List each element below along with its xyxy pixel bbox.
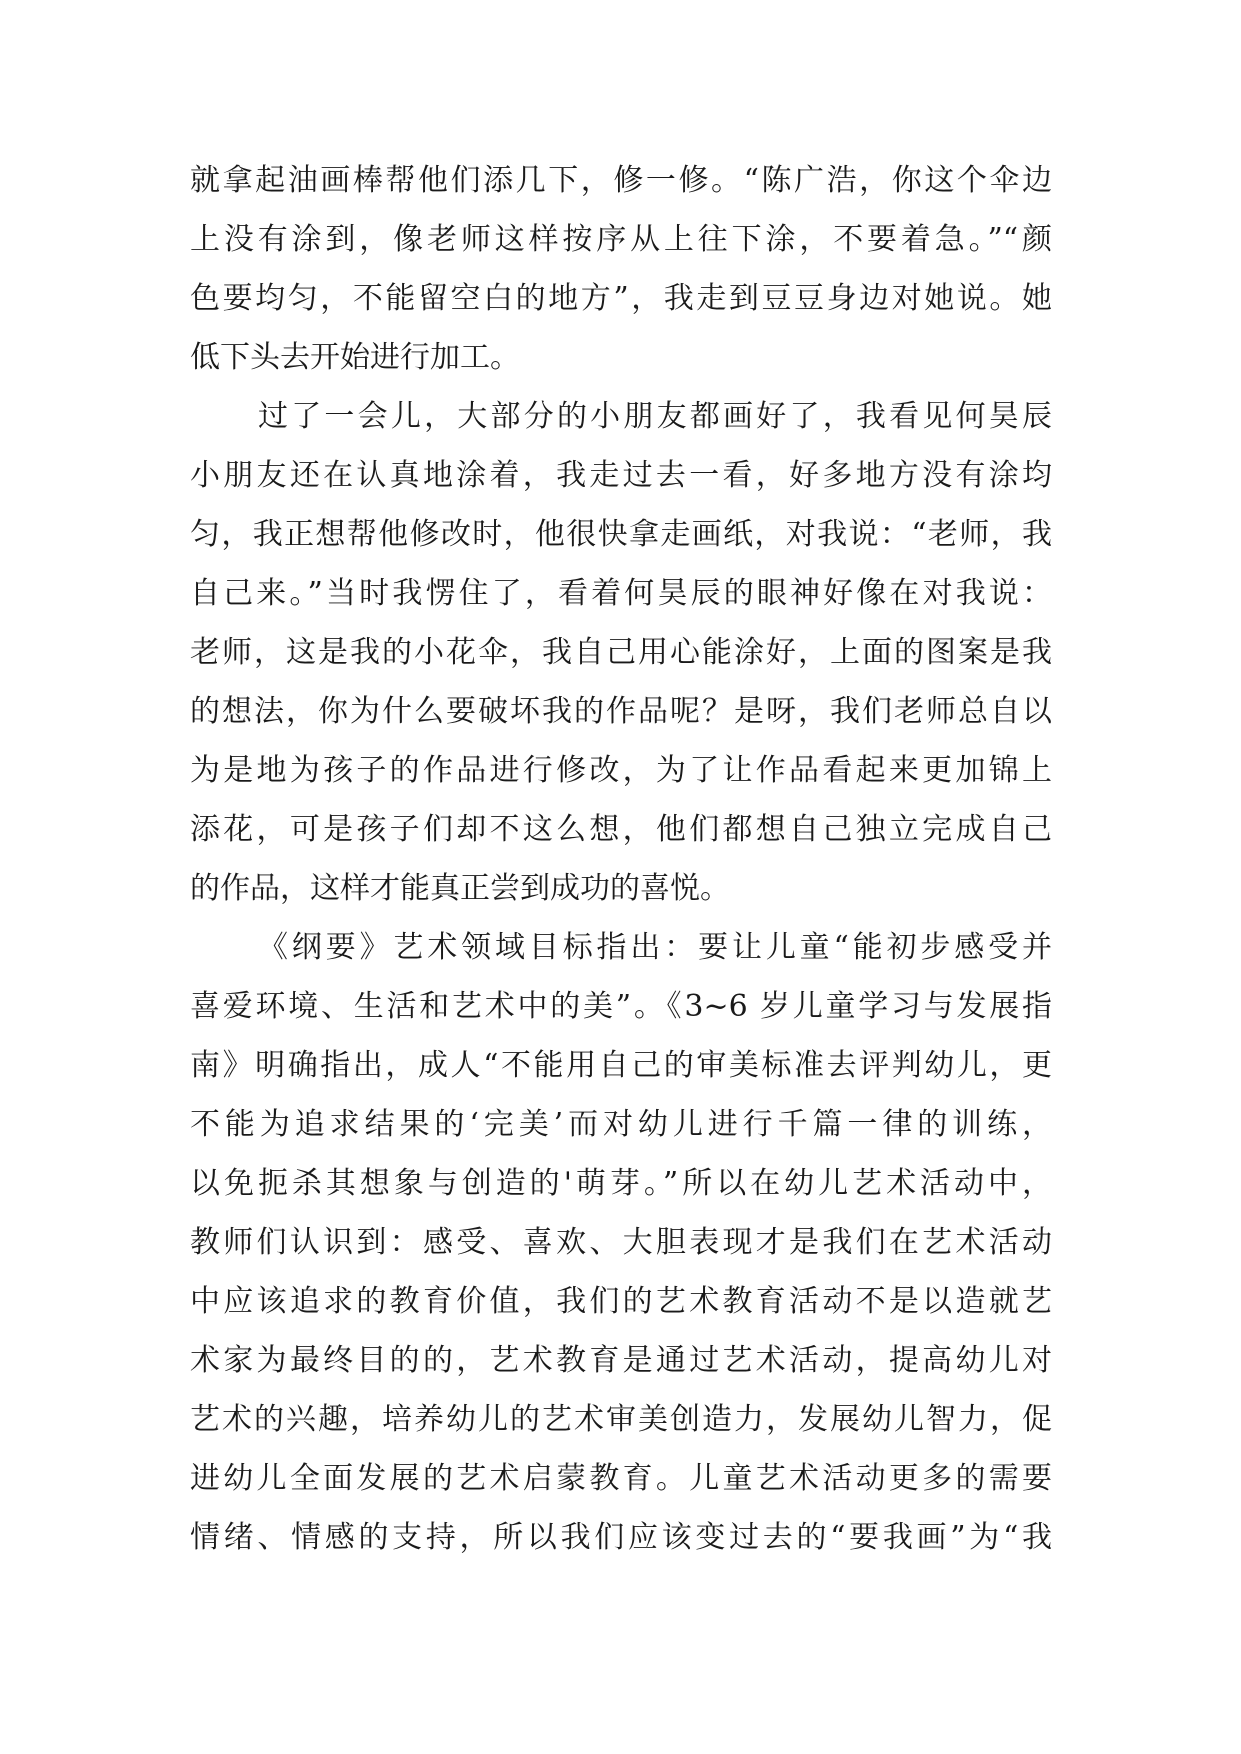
text-line-22: 艺术的兴趣，培养幼儿的艺术审美创造力，发展幼儿智力，促 <box>190 1402 1052 1437</box>
text-line-18: 以免扼杀其想象与创造的'萌芽。”所以在幼儿艺术活动中， <box>190 1166 1052 1201</box>
text-line-24: 情绪、情感的支持，所以我们应该变过去的“要我画”为“我 <box>190 1520 1052 1555</box>
text-line-11: 为是地为孩子的作品进行修改，为了让作品看起来更加锦上 <box>190 753 1052 788</box>
text-line-1: 就拿起油画棒帮他们添几下，修一修。“陈广浩，你这个伞边 <box>190 163 1052 198</box>
text-line-23: 进幼儿全面发展的艺术启蒙教育。儿童艺术活动更多的需要 <box>190 1461 1052 1496</box>
text-line-7: 匀，我正想帮他修改时，他很快拿走画纸，对我说：“老师，我 <box>190 517 1052 552</box>
text-line-20: 中应该追求的教育价值，我们的艺术教育活动不是以造就艺 <box>190 1284 1052 1319</box>
text-line-8: 自己来。”当时我愣住了，看着何昊辰的眼神好像在对我说： <box>190 576 1052 611</box>
text-line-6: 小朋友还在认真地涂着，我走过去一看，好多地方没有涂均 <box>190 458 1052 493</box>
text-line-3: 色要均匀，不能留空白的地方”，我走到豆豆身边对她说。她 <box>190 281 1052 316</box>
text-line-15: 喜爱环境、生活和艺术中的美”。《3~6 岁儿童学习与发展指 <box>190 989 1052 1024</box>
text-line-4: 低下头去开始进行加工。 <box>190 340 520 375</box>
text-line-13: 的作品，这样才能真正尝到成功的喜悦。 <box>190 871 730 906</box>
text-line-17: 不能为追求结果的‘完美’而对幼儿进行千篇一律的训练， <box>190 1107 1052 1142</box>
text-line-2: 上没有涂到，像老师这样按序从上往下涂，不要着急。”“颜 <box>190 222 1052 257</box>
text-line-21: 术家为最终目的的，艺术教育是通过艺术活动，提高幼儿对 <box>190 1343 1052 1378</box>
text-line-10: 的想法，你为什么要破坏我的作品呢？是呀，我们老师总自以 <box>190 694 1052 729</box>
body-text <box>190 151 1052 1567</box>
text-line-19: 教师们认识到：感受、喜欢、大胆表现才是我们在艺术活动 <box>190 1225 1052 1260</box>
text-line-16: 南》明确指出，成人“不能用自己的审美标准去评判幼儿，更 <box>190 1048 1052 1083</box>
text-line-14: 《纲要》艺术领域目标指出：要让儿童“能初步感受并 <box>258 930 1052 965</box>
text-line-5: 过了一会儿，大部分的小朋友都画好了，我看见何昊辰 <box>258 399 1052 434</box>
text-line-9: 老师，这是我的小花伞，我自己用心能涂好，上面的图案是我 <box>190 635 1052 670</box>
text-line-12: 添花，可是孩子们却不这么想，他们都想自己独立完成自己 <box>190 812 1052 847</box>
